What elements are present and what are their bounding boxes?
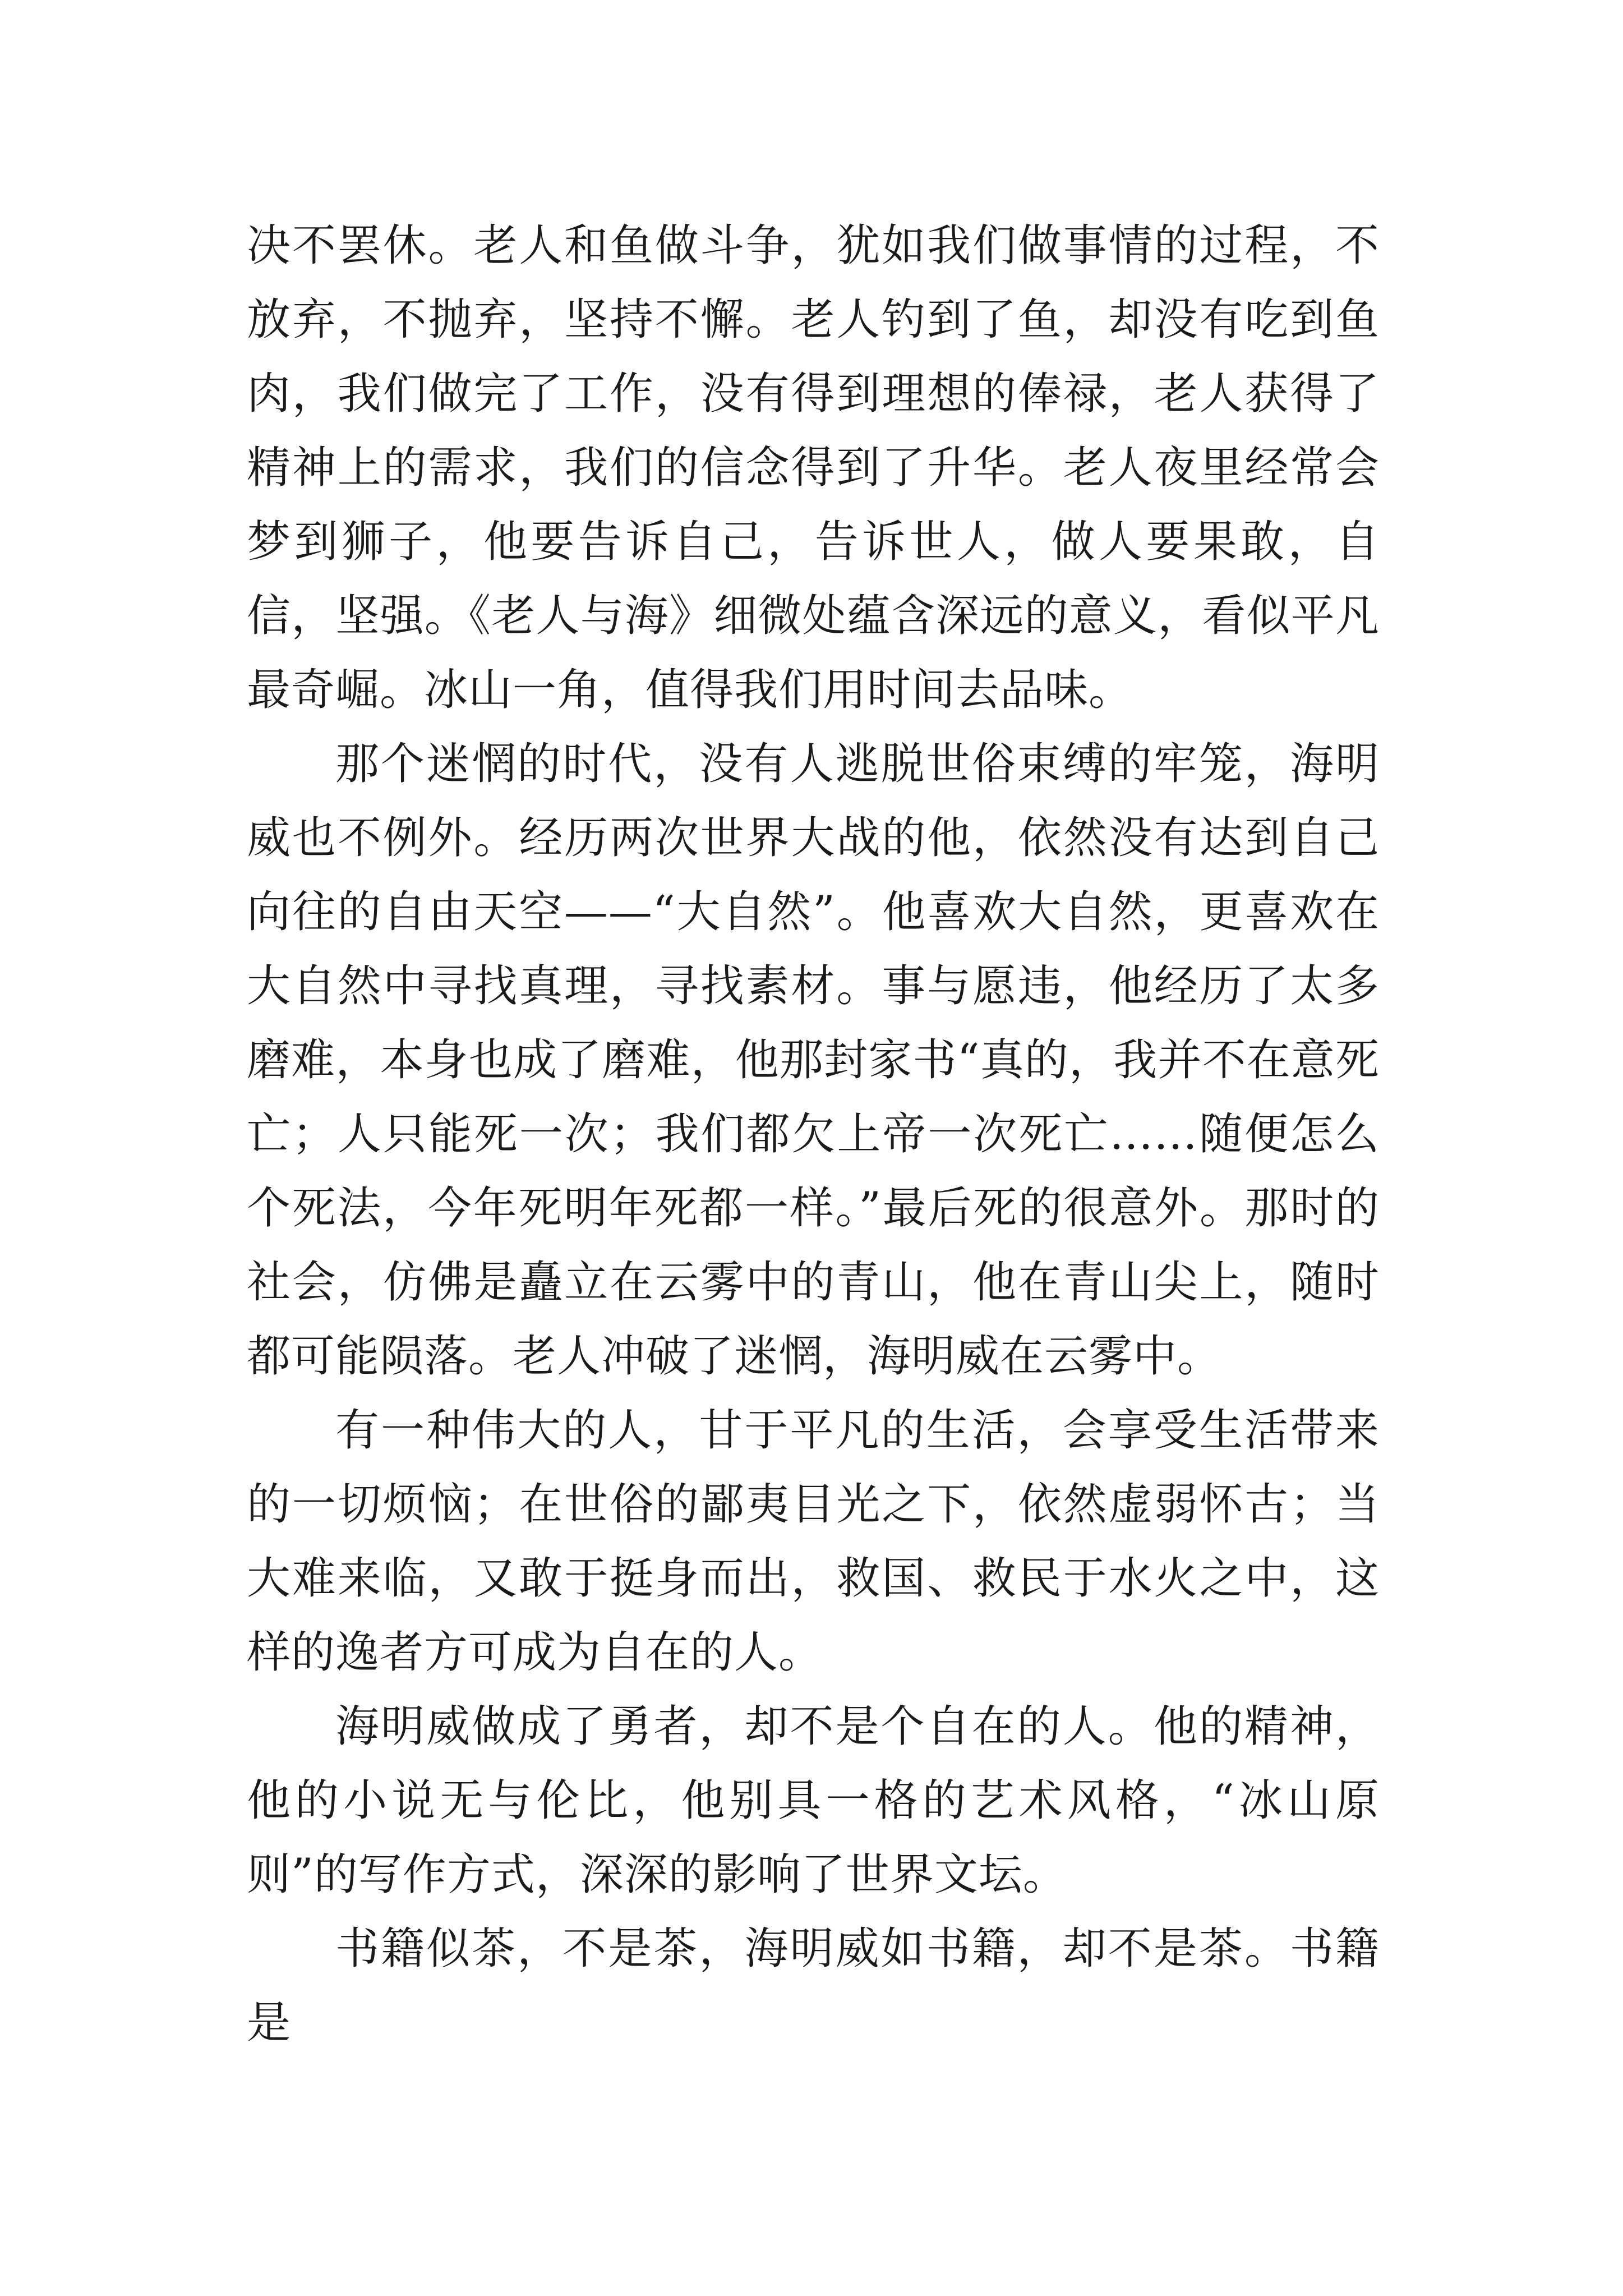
paragraph-3: 有一种伟大的人，甘于平凡的生活，会享受生活带来的一切烦恼；在世俗的鄙夷目光之下，依然虚弱怀古；当大难来临，又敢于挺身而出，救国、救民于水火之中，这样的逸者方可成为自在的人。 [247,1405,1380,1678]
paragraph-2: 那个迷惘的时代，没有人逃脱世俗束缚的牢笼，海明威也不例外。经历两次世界大战的他，依然没有达到自己向往的自由天空——“大自然”。他喜欢大自然，更喜欢在大自然中寻找真理，寻找素材。事与愿违，他经历了太多磨难，本身也成了磨难，他那封家书“真的，我并不在意死亡；人只能死一次；我们都欠上帝一次死亡……随便怎么个死法，今年死明年死都一样。”最后死的很意外。那时的社会，仿佛是矗立在云雾中的青山，他在青山尖上，随时都可能陨落。老人冲破了迷惘，海明威在云雾中。 [247,739,1380,1382]
paragraph-5: 书籍似茶，不是茶，海明威如书籍，却不是茶。书籍是 [247,1924,1380,2048]
paragraph-1: 决不罢休。老人和鱼做斗争，犹如我们做事情的过程，不放弃，不抛弃，坚持不懈。老人钓到了鱼，却没有吃到鱼肉，我们做完了工作，没有得到理想的俸禄，老人获得了精神上的需求，我们的信念得到了升华。老人夜里经常会梦到狮子，他要告诉自己，告诉世人，做人要果敢，自信，坚强。《老人与海》细微处蕴含深远的意义，看似平凡最奇崛。冰山一角，值得我们用时间去品味。 [247,220,1380,715]
paragraph-4: 海明威做成了勇者，却不是个自在的人。他的精神，他的小说无与伦比，他别具一格的艺术风格，“冰山原则”的写作方式，深深的影响了世界文坛。 [247,1701,1380,1900]
document-body [247,209,1380,2060]
